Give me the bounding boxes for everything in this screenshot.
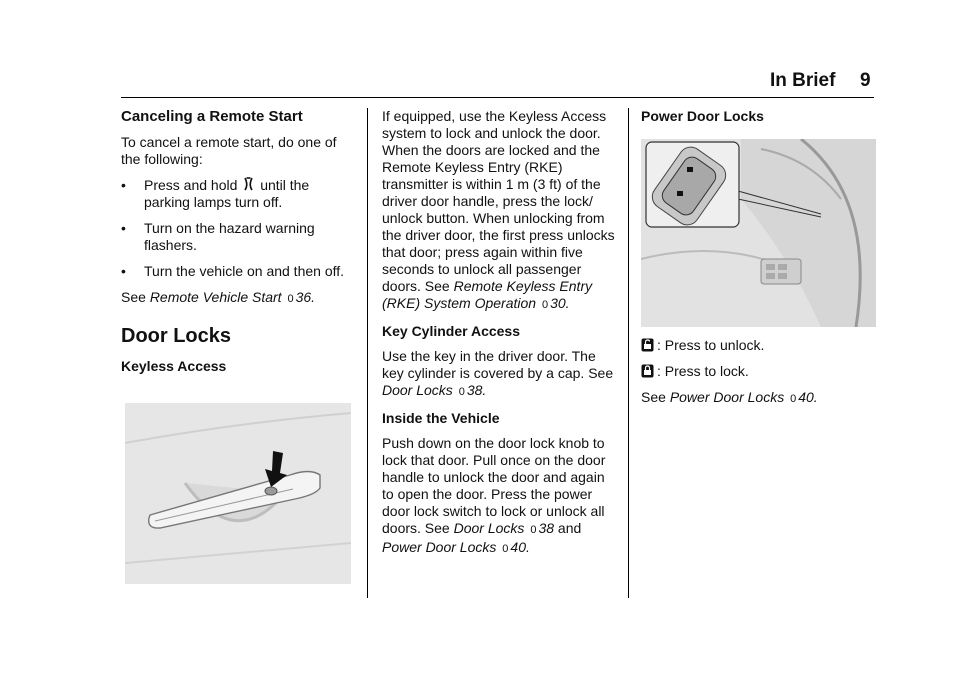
see-reference: [641, 389, 876, 408]
punct: .: [813, 389, 818, 405]
bullet-marker: •: [121, 177, 126, 193]
section-heading-canceling-remote-start: Canceling a Remote Start: [121, 108, 303, 125]
page-ref: 38: [466, 382, 483, 398]
legend-colon: :: [657, 337, 661, 353]
page-ref: 38: [538, 520, 555, 536]
page-arrow-icon: 0: [541, 299, 549, 311]
lock-legend: [641, 363, 876, 380]
see-label: See: [641, 389, 666, 405]
legend-colon: :: [657, 363, 661, 379]
subheading-power-door-locks: Power Door Locks: [641, 108, 764, 124]
page-arrow-icon: 0: [502, 543, 509, 555]
punct: .: [482, 382, 487, 398]
remote-start-icon: [243, 177, 254, 191]
see-reference: [121, 289, 353, 308]
page-arrow-icon: 0: [790, 393, 797, 405]
bullet-text: Turn on the hazard warning flashers.: [144, 220, 315, 253]
body-text: If equipped, use the Keyless Access system to lock and unlock the door. When the doors are locked and the Remote Keyless Entry (RKE) transmitter is within 1 m (3 ft) of the driver door handle, press the lock/ unlock button. When unlocking from the driver door, the first press unlocks that door; press again within five seconds to unlock all passenger doors. See: [382, 108, 615, 294]
bullet-text: Press and hold: [144, 177, 238, 193]
unlock-legend: [641, 337, 876, 354]
cross-reference-link[interactable]: Door Locks: [382, 382, 453, 398]
door-handle-illustration: [125, 403, 351, 584]
column-divider: [367, 108, 368, 598]
subheading-inside-vehicle: Inside the Vehicle: [382, 410, 500, 426]
page-ref: 30: [550, 295, 566, 311]
page-arrow-icon: 0: [458, 386, 465, 398]
body-text: Push down on the door lock knob to lock that door. Pull once on the door handle to unlock the door and again to open the door. Press the power door lock switch to lock or unlock all doors. See: [382, 435, 606, 536]
cross-reference-link[interactable]: Remote Vehicle Start: [149, 289, 282, 305]
bullet-marker: •: [121, 220, 126, 236]
list-item: [121, 177, 353, 211]
list-item: [121, 220, 353, 254]
inside-vehicle-paragraph: [382, 435, 617, 558]
punct: .: [525, 539, 530, 555]
cross-reference-link[interactable]: Remote Keyless Entry (RKE) System Operation: [382, 278, 593, 311]
door-handle-drawing: [125, 403, 351, 584]
key-cylinder-paragraph: [382, 348, 617, 401]
bullet-text: Turn the vehicle on and then off.: [144, 263, 345, 279]
lock-icon: [641, 364, 654, 378]
page-ref: 40: [798, 389, 814, 405]
body-text: Use the key in the driver door. The key cylinder is covered by a cap. See: [382, 348, 614, 381]
running-header-title: In Brief: [770, 70, 836, 91]
subheading-key-cylinder-access: Key Cylinder Access: [382, 323, 520, 339]
legend-text: Press to lock.: [664, 363, 749, 379]
cancel-intro: To cancel a remote start, do one of the following:: [121, 134, 337, 167]
body-text: and: [557, 520, 582, 536]
page-number: 9: [860, 70, 871, 91]
column-left: [121, 108, 353, 584]
cross-reference-link[interactable]: Door Locks: [453, 520, 525, 536]
cross-reference-link[interactable]: Power Door Locks: [669, 389, 785, 405]
page-ref: 36: [295, 289, 312, 305]
see-label: See: [121, 289, 146, 305]
bullet-marker: •: [121, 263, 126, 279]
bullet-text: until the parking lamps turn off.: [144, 177, 310, 210]
column-middle: [382, 108, 617, 567]
page-arrow-icon: 0: [287, 293, 294, 305]
section-heading-door-locks: Door Locks: [121, 325, 232, 347]
keyless-access-paragraph: [382, 108, 617, 314]
header-rule: [121, 97, 874, 98]
list-item: [121, 263, 353, 280]
punct: .: [565, 295, 570, 311]
cross-reference-link[interactable]: Power Door Locks: [382, 539, 497, 555]
door-panel-drawing: [641, 139, 876, 327]
punct: .: [311, 289, 316, 305]
page-ref: 40: [510, 539, 526, 555]
page-arrow-icon: 0: [530, 524, 537, 536]
column-right: [641, 108, 876, 417]
legend-text: Press to unlock.: [664, 337, 765, 353]
power-door-lock-illustration: [641, 139, 876, 327]
subheading-keyless-access: Keyless Access: [121, 358, 227, 374]
unlock-icon: [641, 338, 654, 352]
column-divider: [628, 108, 629, 598]
